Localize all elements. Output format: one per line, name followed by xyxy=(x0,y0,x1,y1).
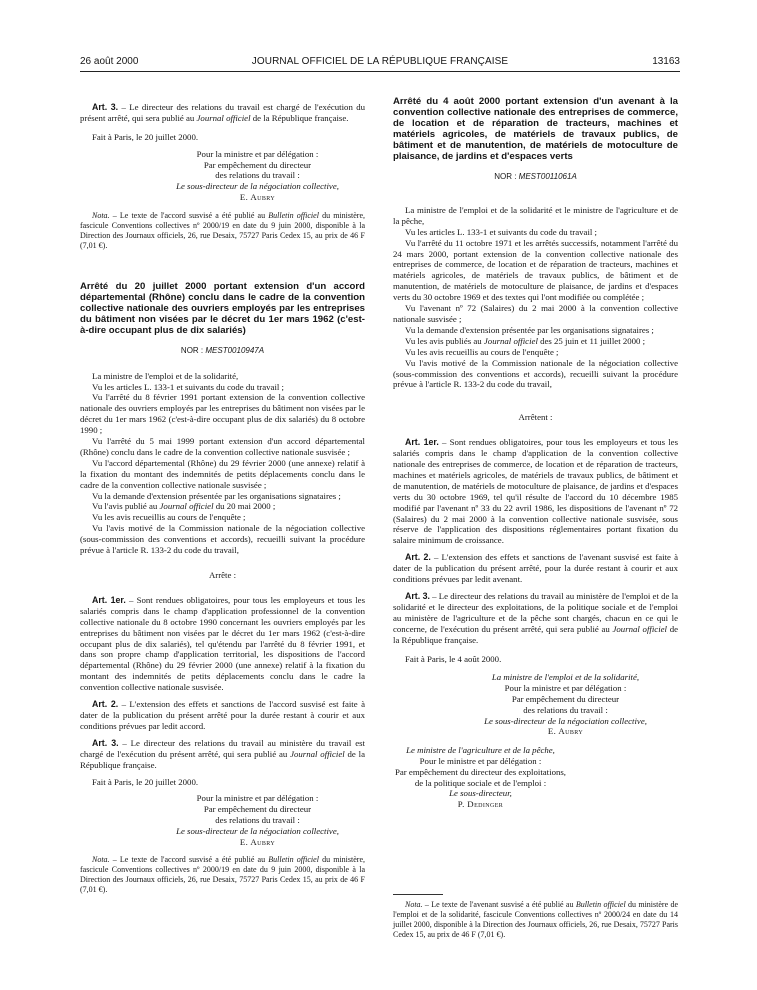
article-3: Art. 3. – Le directeur des relations du travail au ministère de l'emploi et de la solidarité et le directeur des exploitations, de la politique sociale et de l'emploi au ministère de l'agriculture et de la pêche sont chargés, chacun en ce qui le concerne, de l'exécution du présent arrêté, qui sera publié au Journal officiel de la République française. xyxy=(393,591,678,645)
article-1: Art. 1er. – Sont rendues obligatoires, pour tous les employeurs et tous les salariés compris dans le champ d'application de la convention collective nationale des entreprises de commerce, de location et de réparation de tracteurs, machines et matériels agricoles, de matériels de travaux publics, de bâtiment et de manutention, de matériels de motoculture de plaisance, de jardins et d'espaces verts du 30 octobre 1969, tel qu'il résulte de l'accord du 10 décembre 1985 modifié par l'avenant nº 33 du 22 avril 1986, les dispositions de l'avenant nº 72 (Salaires) du 2 mai 2000 à la convention collective nationale susvisée, sous réserve de l'application des dispositions réglementaires portant fixation du salaire minimum de croissance. xyxy=(393,437,678,546)
fait-a-paris: Fait à Paris, le 20 juillet 2000. xyxy=(92,131,199,142)
header-date: 26 août 2000 xyxy=(80,56,139,67)
vu-item: Vu l'avis motivé de la Commission nationale de la négociation collective (sous-commission des conventions et accords), recueilli suivant la procédure prévue à l'article R. 133-2 du code du travail, xyxy=(393,357,678,390)
vu-item: Vu l'avis publié au Journal officiel du 20 mai 2000 ; xyxy=(92,501,276,512)
nota: Nota. – Le texte de l'accord susvisé a été publié au Bulletin officiel du ministère, fascicule Conventions collectives nº 2000/19 en date du 9 juin 2000, disponible à la Direction des Journaux officiels, 26, rue Desaix, 75727 Paris Cedex 15, au prix de 46 F (7,01 €). xyxy=(80,855,365,895)
vu-item: Vu la demande d'extension présentée par les organisations signataires ; xyxy=(405,324,654,335)
article-3-first: Art. 3. – Le directeur des relations du travail est chargé de l'exécution du présent arrêté, qui sera publié au Journal officiel de la République française. xyxy=(80,102,365,123)
preamble: La ministre de l'emploi et de la solidarité, xyxy=(92,370,239,381)
arretent-heading: Arrêtent : xyxy=(518,412,553,423)
vu-item: Vu les avis publiés au Journal officiel des 25 juin et 11 juillet 2000 ; xyxy=(405,335,646,346)
article-1: Art. 1er. – Sont rendues obligatoires, pour tous les employeurs et tous les salariés compris dans le champ d'application professionnel de la convention collective nationale du 8 octobre 1990 concernant les ouvriers employés par les entreprises du bâtiment non visées par le décret du 1er mars 1962 (c'est-à-dire occupant plus de dix salariés), tel qu'étendu par l'arrêté du 8 février 1991, et dans son propre champ d'application territorial, les dispositions de l'accord départemental (Rhône) du 29 février 2000 (une annexe) relatif à la fixation du montant des indemnités de petits déplacements conclu dans le cadre la convention collective nationale susvisée. xyxy=(80,594,365,693)
signatory-name: E. Aubry xyxy=(239,191,276,202)
vu-item: Vu l'avenant nº 72 (Salaires) du 2 mai 2000 à la convention collective nationale susvisée ; xyxy=(393,303,678,324)
signatory-name: E. Aubry xyxy=(239,836,276,847)
vu-item: Vu l'arrêté du 5 mai 1999 portant extension d'un accord départemental (Rhône) conclu dans le cadre de la convention collective nationale susvisée ; xyxy=(80,436,365,457)
nota: Nota. – Le texte de l'avenant susvisé a été publié au Bulletin officiel du ministère de l'emploi et de la solidarité, fascicule Conventions collectives nº 2000/24 en date du 14 juillet 2000, disponible à la Direction des Journaux officiels, 26, rue Desaix, 75727 Paris Cedex 15, au prix de 46 F (7,01 €). xyxy=(393,900,678,939)
nor-reference: NOR : MEST0011061A xyxy=(494,172,577,181)
footnote-rule xyxy=(393,894,443,895)
article-2: Art. 2. – L'extension des effets et sanctions de l'accord susvisé est faite à dater de la publication du présent arrêté pour la durée restant à courir et aux conditions prévues par ledit accord. xyxy=(80,699,365,731)
right-column xyxy=(393,96,678,810)
vu-item: Vu la demande d'extension présentée par les organisations signataires ; xyxy=(92,490,341,501)
nor-reference: NOR : MEST0010947A xyxy=(180,345,265,355)
arrete-title: Arrêté du 20 juillet 2000 portant extension d'un accord départemental (Rhône) conclu dans le cadre de la convention collective nationale des ouvriers employés par les entreprises du bâtiment non visées par le décret du 1er mars 1962 (c'est-à-dire occupant plus de dix salariés) xyxy=(80,280,365,336)
header-rule xyxy=(80,71,680,72)
fait-a-paris: Fait à Paris, le 4 août 2000. xyxy=(405,653,502,664)
arrete-title: Arrêté du 4 août 2000 portant extension d'un avenant à la convention collective nationale des entreprises de commerce, de location et de réparation de tracteurs, machines et matériels agricoles, de matériels de travaux publics, de bâtiment et de manutention, de matériels de motoculture de plaisance, de jardins et d'espaces verts xyxy=(393,96,678,162)
article-2: Art. 2. – L'extension des effets et sanctions de l'avenant susvisé est faite à dater de la publication du présent arrêté, pour la durée restant à courir et aux conditions prévues par ledit avenant. xyxy=(393,552,678,585)
header-title: JOURNAL OFFICIEL DE LA RÉPUBLIQUE FRANÇAISE xyxy=(251,56,509,67)
vu-item: Vu les articles L. 133-1 et suivants du code du travail ; xyxy=(92,381,284,392)
vu-item: Vu l'arrêté du 11 octobre 1971 et les arrêtés successifs, notamment l'arrêté du 24 mars 2000, portant extension de la convention collective nationale des entreprises de commerce, de location et de réparation de tracteurs, machines et matériels agricoles, de matériels de travaux publics, de bâtiment et de manutention, de matériels de motoculture de plaisance, de jardins et d'espaces verts du 30 octobre 1969 et des textes qui l'ont modifiée ou complétée ; xyxy=(393,237,678,303)
page-header xyxy=(80,56,680,70)
preamble: La ministre de l'emploi et de la solidarité et le ministre de l'agriculture et de la pêche, xyxy=(393,204,678,226)
vu-item: Vu les avis recueillis au cours de l'enquête ; xyxy=(92,512,246,523)
vu-item: Vu l'arrêté du 8 février 1991 portant extension de la convention collective nationale des ouvriers employés par les entreprises du bâtiment non visées par le décret du 1er mars 1962 (c'est-à-dire occupant plus de dix salariés) du 8 octobre 1990 ; xyxy=(80,392,365,436)
signature-block: Pour la ministre et par délégation : Par empêchement du directeur des relations du travail : Le sous-directeur de la négociation collective, E. Aubry xyxy=(80,149,365,203)
footnote-block xyxy=(393,900,678,940)
vu-item: Vu les avis recueillis au cours de l'enquête ; xyxy=(405,346,559,357)
fait-a-paris: Fait à Paris, le 20 juillet 2000. xyxy=(92,776,199,787)
arrete-heading: Arrête : xyxy=(208,570,237,581)
signatory-name: P. Dedinger xyxy=(457,799,504,810)
signature-block-emploi: La ministre de l'emploi et de la solidarité, Pour la ministre et par délégation : Par empêchement du directeur des relations du travail : Le sous-directeur de la négociation collective, E. Aubry xyxy=(393,672,678,737)
vu-item: Vu l'accord départemental (Rhône) du 29 février 2000 (une annexe) relatif à la fixation du montant des indemnités de petits déplacements conclu dans le cadre de la convention collective nationale susvisée ; xyxy=(80,457,365,490)
signature-block-agriculture: Le ministre de l'agriculture et de la pêche, Pour le ministre et par délégation : Par empêchement du directeur des exploitations, de la politique sociale et de l'emploi : Le sous-directeur, P. Dedinger xyxy=(395,745,566,810)
signatory-name: E. Aubry xyxy=(547,726,584,737)
vu-item: Vu les articles L. 133-1 et suivants du code du travail ; xyxy=(405,226,597,237)
signature-block: Pour la ministre et par délégation : Par empêchement du directeur des relations du travail : Le sous-directeur de la négociation collective, E. Aubry xyxy=(80,793,365,847)
article-3: Art. 3. – Le directeur des relations du travail au ministère du travail est chargé de l'exécution du présent arrêté, qui sera publié au Journal officiel de la République française. xyxy=(80,737,365,770)
nota: Nota. – Le texte de l'accord susvisé a été publié au Bulletin officiel du ministère, fascicule Conventions collectives nº 2000/19 en date du 9 juin 2000, disponible à la Direction des Journaux officiels, 26, rue Desaix, 75727 Paris Cedex 15, au prix de 46 F (7,01 €). xyxy=(80,210,365,250)
header-page-number: 13163 xyxy=(652,56,680,67)
left-column xyxy=(80,102,365,895)
vu-item: Vu l'avis motivé de la Commission nationale de la négociation collective (sous-commission des conventions et accords), recueilli suivant la procédure prévue à l'article R. 133-2 du code du travail, xyxy=(80,523,365,556)
